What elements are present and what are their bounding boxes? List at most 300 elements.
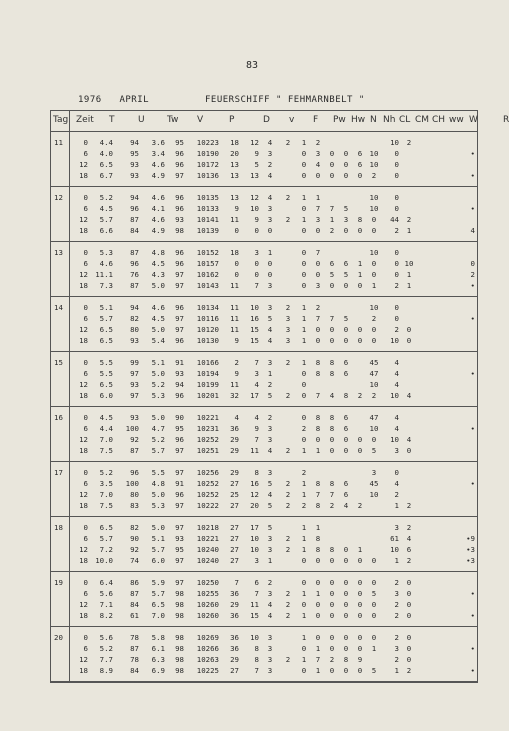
cell-n: 7 xyxy=(315,248,321,257)
cell-v: 97 xyxy=(175,171,184,180)
day-group xyxy=(51,352,477,407)
cell-ch: 0 xyxy=(371,226,377,235)
cell-ch: 10 xyxy=(369,490,379,499)
cell-w: 4 xyxy=(406,391,412,400)
cell-cl: 0 xyxy=(343,633,349,642)
cell-hw: 1 xyxy=(301,336,307,345)
cell-vv: 7 xyxy=(254,435,259,444)
cell-vv: 12 xyxy=(250,138,259,147)
cell-vv: 9 xyxy=(254,149,259,158)
cell-hw: 1 xyxy=(301,479,307,488)
cell-tw: 5.0 xyxy=(151,325,165,334)
cell-tw: 4.3 xyxy=(151,270,165,279)
cell-f: 3 xyxy=(267,655,273,664)
cell-nh: 8 xyxy=(329,479,335,488)
cell-v: 90 xyxy=(175,413,184,422)
cell-v: 97 xyxy=(175,501,184,510)
cell-u: 80 xyxy=(130,325,139,334)
cell-nh: 0 xyxy=(329,446,335,455)
cell-vv: 0 xyxy=(254,259,259,268)
cell-cl: 0 xyxy=(343,435,349,444)
cell-p: 10166 xyxy=(196,358,219,367)
day-tag: 19 xyxy=(54,578,63,587)
cell-nh: 5 xyxy=(329,270,335,279)
cell-hw: 1 xyxy=(301,303,307,312)
cell-p: 10260 xyxy=(196,600,219,609)
cell-cm: 0 xyxy=(357,226,363,235)
cell-tw: 4.6 xyxy=(151,160,165,169)
cell-nh: 8 xyxy=(329,413,335,422)
cell-cm: 1 xyxy=(357,259,363,268)
cell-hw: 1 xyxy=(301,138,307,147)
cell-tw: 5.0 xyxy=(151,281,165,290)
cell-ww: 3 xyxy=(394,589,399,598)
cell-pw: 2 xyxy=(285,501,291,510)
cell-t: 4.5 xyxy=(99,204,113,213)
cell-d: 29 xyxy=(230,468,239,477)
cell-w: 1 xyxy=(406,281,412,290)
cell-v: 98 xyxy=(175,633,184,642)
cell-f: 3 xyxy=(267,424,273,433)
cell-hw: 1 xyxy=(301,655,307,664)
cell-nh: 0 xyxy=(329,644,335,653)
cell-u: 87 xyxy=(130,446,139,455)
cell-tw: 4.6 xyxy=(151,215,165,224)
cell-nh: 0 xyxy=(329,578,335,587)
cell-cl: 6 xyxy=(343,413,349,422)
cell-d: 11 xyxy=(230,215,239,224)
cell-n: 1 xyxy=(315,644,321,653)
cell-hw: 0 xyxy=(301,171,307,180)
cell-f: 4 xyxy=(267,611,273,620)
cell-cm: 0 xyxy=(357,336,363,345)
cell-ch: 10 xyxy=(369,424,379,433)
cell-d: 11 xyxy=(230,314,239,323)
cell-d: 0 xyxy=(234,226,239,235)
cell-n: 8 xyxy=(315,545,321,554)
day-group xyxy=(51,242,477,297)
cell-pw: 2 xyxy=(285,545,291,554)
cell-cl: 0 xyxy=(343,666,349,675)
cell-t: 5.7 xyxy=(99,215,113,224)
cell-p: 10133 xyxy=(196,204,219,213)
cell-w: 2 xyxy=(406,523,412,532)
cell-cl: 0 xyxy=(343,325,349,334)
cell-v: 97 xyxy=(175,468,184,477)
cell-p: 10201 xyxy=(196,391,219,400)
cell-r: •9 xyxy=(466,534,475,543)
cell-zeit: 0 xyxy=(83,358,88,367)
cell-zeit: 6 xyxy=(83,259,88,268)
cell-pw: 2 xyxy=(285,215,291,224)
cell-cm: 0 xyxy=(357,556,363,565)
header-tag: Tag xyxy=(53,115,69,125)
cell-zeit: 0 xyxy=(83,468,88,477)
cell-u: 97 xyxy=(130,369,139,378)
day-tag: 16 xyxy=(54,413,63,422)
table-row xyxy=(51,247,477,258)
cell-tw: 5.9 xyxy=(151,578,165,587)
cell-f: 3 xyxy=(267,149,273,158)
cell-nh: 6 xyxy=(329,259,335,268)
table-row xyxy=(51,544,477,555)
cell-ww: 1 xyxy=(394,556,399,565)
cell-f: 3 xyxy=(267,633,273,642)
table-header xyxy=(51,111,509,132)
cell-cl: 0 xyxy=(343,611,349,620)
cell-t: 6.0 xyxy=(99,391,113,400)
cell-r: • xyxy=(470,589,475,598)
cell-zeit: 18 xyxy=(79,501,88,510)
cell-d: 36 xyxy=(230,644,239,653)
cell-ch: 0 xyxy=(371,556,377,565)
day-group xyxy=(51,297,477,352)
cell-ch: 0 xyxy=(371,633,377,642)
cell-n: 8 xyxy=(315,358,321,367)
cell-zeit: 6 xyxy=(83,424,88,433)
cell-cm: 0 xyxy=(357,600,363,609)
table-row xyxy=(51,368,477,379)
cell-w: 10 xyxy=(404,259,414,268)
cell-v: 95 xyxy=(175,424,184,433)
cell-zeit: 0 xyxy=(83,523,88,532)
cell-ch: 0 xyxy=(371,611,377,620)
cell-v: 96 xyxy=(175,160,184,169)
cell-tw: 5.2 xyxy=(151,380,165,389)
cell-u: 94 xyxy=(130,303,139,312)
cell-d: 27 xyxy=(230,556,239,565)
cell-p: 10240 xyxy=(196,545,219,554)
table-row xyxy=(51,489,477,500)
cell-v: 97 xyxy=(175,446,184,455)
cell-p: 10221 xyxy=(196,534,219,543)
cell-vv: 15 xyxy=(250,325,259,334)
cell-n: 7 xyxy=(315,391,321,400)
cell-pw: 2 xyxy=(285,303,291,312)
cell-cm: 0 xyxy=(357,435,363,444)
cell-v: 96 xyxy=(175,391,184,400)
cell-t: 5.7 xyxy=(99,534,113,543)
cell-zeit: 6 xyxy=(83,534,88,543)
cell-u: 87 xyxy=(130,215,139,224)
cell-nh: 2 xyxy=(329,501,335,510)
table-row xyxy=(51,599,477,610)
cell-tw: 4.1 xyxy=(151,204,165,213)
cell-pw: 2 xyxy=(285,534,291,543)
cell-t: 4.0 xyxy=(99,149,113,158)
header-tw: Tw xyxy=(167,115,179,125)
cell-ch: 5 xyxy=(371,589,377,598)
cell-vv: 9 xyxy=(254,424,259,433)
cell-vv: 12 xyxy=(250,490,259,499)
cell-nh: 2 xyxy=(329,655,335,664)
cell-w: 2 xyxy=(406,666,412,675)
cell-n: 7 xyxy=(315,655,321,664)
cell-n: 0 xyxy=(315,611,321,620)
cell-p: 10143 xyxy=(196,281,219,290)
cell-u: 94 xyxy=(130,138,139,147)
cell-tw: 5.0 xyxy=(151,523,165,532)
cell-ww: 3 xyxy=(394,523,399,532)
cell-vv: 3 xyxy=(254,556,259,565)
cell-d: 11 xyxy=(230,303,239,312)
cell-t: 3.5 xyxy=(99,479,113,488)
cell-hw: 0 xyxy=(301,248,307,257)
cell-ch: 0 xyxy=(371,215,377,224)
cell-tw: 3.4 xyxy=(151,149,165,158)
day-group xyxy=(51,187,477,242)
cell-zeit: 6 xyxy=(83,479,88,488)
cell-ww: 3 xyxy=(394,446,399,455)
table-row xyxy=(51,467,477,478)
cell-v: 97 xyxy=(175,325,184,334)
cell-u: 87 xyxy=(130,248,139,257)
day-group xyxy=(51,132,477,187)
day-tag: 15 xyxy=(54,358,63,367)
cell-ww: 0 xyxy=(394,259,399,268)
cell-hw: 1 xyxy=(301,534,307,543)
header-ch: CH xyxy=(432,115,446,125)
cell-cl: 6 xyxy=(343,358,349,367)
cell-tw: 5.4 xyxy=(151,336,165,345)
cell-nh: 4 xyxy=(329,391,335,400)
cell-cm: 0 xyxy=(357,611,363,620)
header-p: P xyxy=(229,115,235,125)
cell-n: 7 xyxy=(315,490,321,499)
cell-u: 61 xyxy=(130,611,139,620)
cell-ch: 0 xyxy=(371,270,377,279)
cell-u: 95 xyxy=(130,149,139,158)
cell-cl: 0 xyxy=(343,545,349,554)
cell-n: 0 xyxy=(315,325,321,334)
cell-cm: 0 xyxy=(357,446,363,455)
cell-zeit: 12 xyxy=(79,600,88,609)
cell-v: 93 xyxy=(175,369,184,378)
cell-cl: 6 xyxy=(343,369,349,378)
cell-u: 82 xyxy=(130,523,139,532)
cell-hw: 0 xyxy=(301,666,307,675)
cell-hw: 1 xyxy=(301,545,307,554)
cell-zeit: 6 xyxy=(83,644,88,653)
cell-zeit: 0 xyxy=(83,633,88,642)
cell-n: 7 xyxy=(315,204,321,213)
cell-d: 25 xyxy=(230,490,239,499)
cell-ww: 4 xyxy=(394,369,399,378)
cell-nh: 8 xyxy=(329,545,335,554)
cell-vv: 8 xyxy=(254,468,259,477)
cell-r: 4 xyxy=(470,226,475,235)
cell-hw: 0 xyxy=(301,380,307,389)
cell-f: 3 xyxy=(267,644,273,653)
cell-vv: 4 xyxy=(254,380,259,389)
cell-tw: 4.9 xyxy=(151,226,165,235)
day-tag: 11 xyxy=(54,138,63,147)
cell-hw: 0 xyxy=(301,600,307,609)
cell-tw: 5.5 xyxy=(151,468,165,477)
cell-zeit: 12 xyxy=(79,215,88,224)
cell-zeit: 6 xyxy=(83,369,88,378)
cell-v: 98 xyxy=(175,655,184,664)
header-n: N xyxy=(370,115,377,125)
cell-d: 29 xyxy=(230,435,239,444)
cell-cl: 8 xyxy=(343,391,349,400)
cell-v: 97 xyxy=(175,556,184,565)
cell-f: 2 xyxy=(267,380,273,389)
cell-f: 3 xyxy=(267,589,273,598)
cell-ch: 47 xyxy=(369,369,379,378)
cell-f: 4 xyxy=(267,490,273,499)
cell-t: 4.5 xyxy=(99,413,113,422)
cell-tw: 5.0 xyxy=(151,413,165,422)
cell-cl: 0 xyxy=(343,336,349,345)
cell-t: 7.5 xyxy=(99,501,113,510)
cell-hw: 2 xyxy=(301,468,307,477)
cell-tw: 5.3 xyxy=(151,391,165,400)
cell-ww: 4 xyxy=(394,380,399,389)
cell-d: 13 xyxy=(230,160,239,169)
cell-cl: 5 xyxy=(343,314,349,323)
table-row xyxy=(51,500,477,511)
cell-ww: 0 xyxy=(394,303,399,312)
cell-p: 10139 xyxy=(196,226,219,235)
cell-vv: 8 xyxy=(254,655,259,664)
cell-nh: 0 xyxy=(329,325,335,334)
cell-ww: 0 xyxy=(394,248,399,257)
table-row xyxy=(51,324,477,335)
cell-p: 10194 xyxy=(196,369,219,378)
cell-ch: 0 xyxy=(371,336,377,345)
cell-ww: 0 xyxy=(394,270,399,279)
cell-tw: 5.8 xyxy=(151,633,165,642)
cell-n: 1 xyxy=(315,523,321,532)
cell-p: 10221 xyxy=(196,413,219,422)
cell-f: 1 xyxy=(267,369,273,378)
cell-u: 90 xyxy=(130,534,139,543)
cell-u: 93 xyxy=(130,380,139,389)
cell-ww: 4 xyxy=(394,424,399,433)
cell-r: 0 xyxy=(470,259,475,268)
cell-pw: 2 xyxy=(285,589,291,598)
cell-ww: 1 xyxy=(394,666,399,675)
cell-f: 4 xyxy=(267,171,273,180)
table-row xyxy=(51,379,477,390)
cell-d: 11 xyxy=(230,380,239,389)
table-row xyxy=(51,412,477,423)
table-row xyxy=(51,357,477,368)
header-vv: v xyxy=(289,115,295,125)
cell-pw: 2 xyxy=(285,479,291,488)
cell-t: 6.5 xyxy=(99,336,113,345)
cell-p: 10231 xyxy=(196,424,219,433)
cell-vv: 7 xyxy=(254,358,259,367)
cell-hw: 1 xyxy=(301,589,307,598)
cell-p: 10260 xyxy=(196,611,219,620)
table-row xyxy=(51,445,477,456)
cell-t: 5.6 xyxy=(99,589,113,598)
cell-zeit: 6 xyxy=(83,204,88,213)
cell-p: 10263 xyxy=(196,655,219,664)
cell-n: 3 xyxy=(315,149,321,158)
cell-zeit: 18 xyxy=(79,171,88,180)
cell-t: 6.5 xyxy=(99,160,113,169)
cell-hw: 2 xyxy=(301,424,307,433)
table-row xyxy=(51,159,477,170)
cell-nh: 0 xyxy=(329,160,335,169)
cell-p: 10223 xyxy=(196,138,219,147)
cell-p: 10240 xyxy=(196,556,219,565)
cell-t: 5.3 xyxy=(99,248,113,257)
cell-nh: 0 xyxy=(329,435,335,444)
cell-tw: 5.7 xyxy=(151,545,165,554)
day-group xyxy=(51,517,477,572)
table-row xyxy=(51,665,477,676)
cell-u: 97 xyxy=(130,391,139,400)
cell-w: 2 xyxy=(406,501,412,510)
cell-t: 4.4 xyxy=(99,424,113,433)
cell-tw: 5.0 xyxy=(151,490,165,499)
cell-t: 6.5 xyxy=(99,523,113,532)
header-r: R xyxy=(503,115,509,125)
cell-w: 0 xyxy=(406,446,412,455)
cell-hw: 1 xyxy=(301,215,307,224)
cell-f: 3 xyxy=(267,545,273,554)
cell-n: 8 xyxy=(315,534,321,543)
cell-cl: 0 xyxy=(343,578,349,587)
cell-r: • xyxy=(470,204,475,213)
cell-vv: 20 xyxy=(250,501,259,510)
cell-tw: 5.7 xyxy=(151,589,165,598)
cell-p: 10162 xyxy=(196,270,219,279)
cell-f: 3 xyxy=(267,666,273,675)
cell-v: 97 xyxy=(175,270,184,279)
cell-vv: 0 xyxy=(254,270,259,279)
cell-t: 10.0 xyxy=(95,556,113,565)
cell-w: 0 xyxy=(406,336,412,345)
cell-w: 2 xyxy=(406,215,412,224)
cell-vv: 13 xyxy=(250,171,259,180)
cell-v: 96 xyxy=(175,248,184,257)
cell-cl: 0 xyxy=(343,171,349,180)
cell-f: 4 xyxy=(267,325,273,334)
cell-v: 95 xyxy=(175,545,184,554)
cell-w: 1 xyxy=(406,270,412,279)
cell-cm: 0 xyxy=(357,281,363,290)
cell-t: 5.2 xyxy=(99,193,113,202)
cell-zeit: 12 xyxy=(79,270,88,279)
cell-zeit: 6 xyxy=(83,589,88,598)
cell-n: 1 xyxy=(315,666,321,675)
cell-pw: 2 xyxy=(285,193,291,202)
cell-tw: 5.0 xyxy=(151,369,165,378)
cell-cl: 8 xyxy=(343,655,349,664)
cell-zeit: 0 xyxy=(83,248,88,257)
cell-d: 36 xyxy=(230,633,239,642)
observation-table xyxy=(50,110,509,683)
cell-d: 9 xyxy=(234,336,239,345)
header-d: D xyxy=(263,115,270,125)
cell-hw: 0 xyxy=(301,435,307,444)
cell-cl: 0 xyxy=(343,644,349,653)
cell-zeit: 18 xyxy=(79,611,88,620)
cell-nh: 2 xyxy=(329,226,335,235)
cell-cl: 6 xyxy=(343,259,349,268)
cell-nh: 0 xyxy=(329,600,335,609)
cell-w: 4 xyxy=(406,435,412,444)
header-nh: Nh xyxy=(383,115,396,125)
cell-f: 3 xyxy=(267,215,273,224)
cell-u: 100 xyxy=(125,424,139,433)
cell-cl: 0 xyxy=(343,589,349,598)
